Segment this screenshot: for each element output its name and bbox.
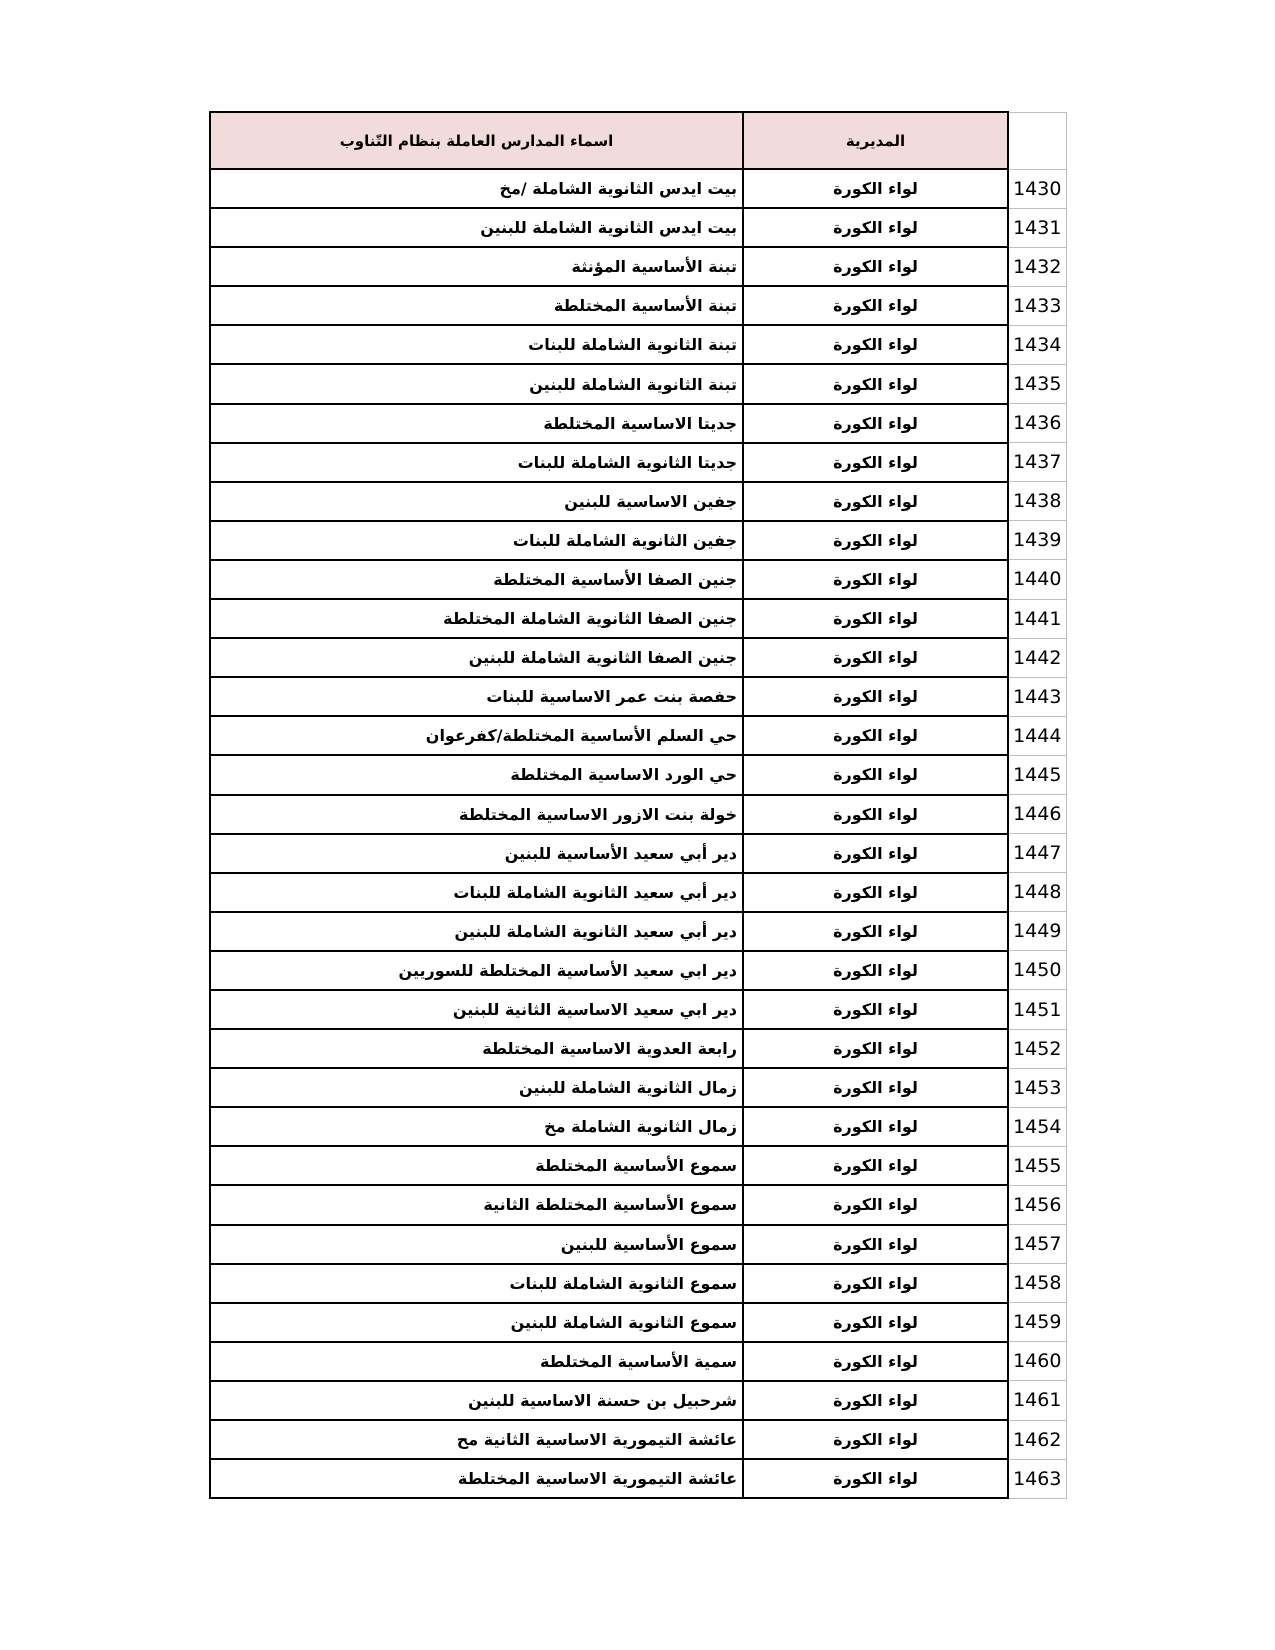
row-number-cell: 1459 [1008, 1303, 1066, 1342]
table-row [210, 560, 1066, 599]
row-number-cell: 1433 [1008, 286, 1066, 325]
row-number-cell: 1449 [1008, 912, 1066, 951]
row-number-cell: 1453 [1008, 1068, 1066, 1107]
school-name-cell: تبنة الأساسية المختلطة [210, 286, 743, 325]
directorate-cell: لواء الكورة [743, 1146, 1008, 1185]
school-name-cell: شرحبيل بن حسنة الاساسية للبنين [210, 1381, 743, 1420]
directorate-cell: لواء الكورة [743, 521, 1008, 560]
row-number-cell: 1446 [1008, 795, 1066, 834]
school-name-cell: خولة بنت الازور الاساسية المختلطة [210, 795, 743, 834]
school-name-cell: سموع الأساسية للبنين [210, 1225, 743, 1264]
table-row [210, 1068, 1066, 1107]
row-number-cell: 1463 [1008, 1459, 1066, 1498]
directorate-cell: لواء الكورة [743, 795, 1008, 834]
school-name-cell: بيت ايدس الثانوية الشاملة للبنين [210, 208, 743, 247]
table-row [210, 716, 1066, 755]
row-number-cell: 1448 [1008, 873, 1066, 912]
school-name-cell: زمال الثانوية الشاملة للبنين [210, 1068, 743, 1107]
table-row [210, 1303, 1066, 1342]
directorate-cell: لواء الكورة [743, 1185, 1008, 1224]
table-row [210, 1146, 1066, 1185]
school-name-cell: جديتا الاساسية المختلطة [210, 404, 743, 443]
row-number-cell: 1439 [1008, 521, 1066, 560]
row-number-cell: 1435 [1008, 364, 1066, 403]
directorate-cell: لواء الكورة [743, 1381, 1008, 1420]
directorate-cell: لواء الكورة [743, 325, 1008, 364]
directorate-cell: لواء الكورة [743, 286, 1008, 325]
table-row [210, 677, 1066, 716]
table-row [210, 325, 1066, 364]
directorate-cell: لواء الكورة [743, 208, 1008, 247]
table-row [210, 599, 1066, 638]
directorate-cell: لواء الكورة [743, 169, 1008, 208]
school-name-cell: رابعة العدوية الاساسية المختلطة [210, 1029, 743, 1068]
table-body [210, 169, 1066, 1498]
directorate-cell: لواء الكورة [743, 1068, 1008, 1107]
table-row [210, 912, 1066, 951]
table-row [210, 1420, 1066, 1459]
row-number-cell: 1454 [1008, 1107, 1066, 1146]
row-number-cell: 1451 [1008, 990, 1066, 1029]
school-name-cell: دير أبي سعيد الثانوية الشاملة للبنين [210, 912, 743, 951]
row-number-cell: 1458 [1008, 1264, 1066, 1303]
table-row [210, 404, 1066, 443]
directorate-cell: لواء الكورة [743, 951, 1008, 990]
table-row [210, 834, 1066, 873]
row-number-cell: 1444 [1008, 716, 1066, 755]
row-number-cell: 1460 [1008, 1342, 1066, 1381]
table-row [210, 1029, 1066, 1068]
school-name-cell: بيت ايدس الثانوية الشاملة /مخ [210, 169, 743, 208]
school-name-cell: جفين الثانوية الشاملة للبنات [210, 521, 743, 560]
row-number-cell: 1441 [1008, 599, 1066, 638]
row-number-cell: 1461 [1008, 1381, 1066, 1420]
school-name-cell: حي الورد الاساسية المختلطة [210, 755, 743, 794]
row-number-cell: 1431 [1008, 208, 1066, 247]
schools-header-cell: اسماء المدارس العاملة بنظام التّناوب [210, 112, 743, 169]
school-name-cell: تبنة الأساسية المؤنثة [210, 247, 743, 286]
table-row [210, 364, 1066, 403]
table-row [210, 521, 1066, 560]
row-number-cell: 1438 [1008, 482, 1066, 521]
row-number-cell: 1434 [1008, 325, 1066, 364]
row-number-header-cell [1008, 112, 1066, 169]
table-row [210, 443, 1066, 482]
directorate-cell: لواء الكورة [743, 599, 1008, 638]
directorate-cell: لواء الكورة [743, 1459, 1008, 1498]
school-name-cell: دير ابي سعيد الاساسية الثانية للبنين [210, 990, 743, 1029]
directorate-cell: لواء الكورة [743, 443, 1008, 482]
table-header-row [210, 112, 1066, 169]
table-row [210, 755, 1066, 794]
table-row [210, 873, 1066, 912]
directorate-cell: لواء الكورة [743, 247, 1008, 286]
school-name-cell: سموع الثانوية الشاملة للبنين [210, 1303, 743, 1342]
directorate-cell: لواء الكورة [743, 716, 1008, 755]
directorate-cell: لواء الكورة [743, 1420, 1008, 1459]
school-name-cell: سموع الأساسية المختلطة الثانية [210, 1185, 743, 1224]
row-number-cell: 1442 [1008, 638, 1066, 677]
directorate-cell: لواء الكورة [743, 1225, 1008, 1264]
table-row [210, 1459, 1066, 1498]
school-name-cell: عائشة التيمورية الاساسية المختلطة [210, 1459, 743, 1498]
directorate-cell: لواء الكورة [743, 677, 1008, 716]
directorate-cell: لواء الكورة [743, 1303, 1008, 1342]
school-name-cell: عائشة التيمورية الاساسية الثانية مح [210, 1420, 743, 1459]
row-number-cell: 1443 [1008, 677, 1066, 716]
row-number-cell: 1437 [1008, 443, 1066, 482]
table-row [210, 990, 1066, 1029]
schools-table [209, 111, 1067, 1499]
row-number-cell: 1432 [1008, 247, 1066, 286]
directorate-cell: لواء الكورة [743, 482, 1008, 521]
row-number-cell: 1436 [1008, 404, 1066, 443]
school-name-cell: تبنة الثانوية الشاملة للبنين [210, 364, 743, 403]
directorate-cell: لواء الكورة [743, 364, 1008, 403]
table-row [210, 208, 1066, 247]
row-number-cell: 1450 [1008, 951, 1066, 990]
directorate-header-cell: المديرية [743, 112, 1008, 169]
directorate-cell: لواء الكورة [743, 873, 1008, 912]
school-name-cell: سمية الأساسية المختلطة [210, 1342, 743, 1381]
school-name-cell: حفصة بنت عمر الاساسية للبنات [210, 677, 743, 716]
table-row [210, 1342, 1066, 1381]
table-row [210, 638, 1066, 677]
directorate-cell: لواء الكورة [743, 1107, 1008, 1146]
directorate-cell: لواء الكورة [743, 755, 1008, 794]
school-name-cell: جديتا الثانوية الشاملة للبنات [210, 443, 743, 482]
directorate-cell: لواء الكورة [743, 912, 1008, 951]
school-name-cell: دير أبي سعيد الثانوية الشاملة للبنات [210, 873, 743, 912]
table-row [210, 247, 1066, 286]
table-row [210, 1107, 1066, 1146]
table-row [210, 795, 1066, 834]
school-name-cell: جنين الصفا الثانوية الشاملة للبنين [210, 638, 743, 677]
row-number-cell: 1452 [1008, 1029, 1066, 1068]
directorate-cell: لواء الكورة [743, 1342, 1008, 1381]
directorate-cell: لواء الكورة [743, 560, 1008, 599]
directorate-cell: لواء الكورة [743, 1264, 1008, 1303]
table-row [210, 482, 1066, 521]
directorate-cell: لواء الكورة [743, 834, 1008, 873]
row-number-cell: 1456 [1008, 1185, 1066, 1224]
table-row [210, 169, 1066, 208]
school-name-cell: جفين الاساسية للبنين [210, 482, 743, 521]
school-name-cell: حي السلم الأساسية المختلطة/كفرعوان [210, 716, 743, 755]
school-name-cell: دير ابي سعيد الأساسية المختلطة للسوريين [210, 951, 743, 990]
row-number-cell: 1445 [1008, 755, 1066, 794]
school-name-cell: دير أبي سعيد الأساسية للبنين [210, 834, 743, 873]
row-number-cell: 1447 [1008, 834, 1066, 873]
directorate-cell: لواء الكورة [743, 990, 1008, 1029]
directorate-cell: لواء الكورة [743, 404, 1008, 443]
row-number-cell: 1455 [1008, 1146, 1066, 1185]
row-number-cell: 1440 [1008, 560, 1066, 599]
school-name-cell: سموع الأساسية المختلطة [210, 1146, 743, 1185]
table-row [210, 1225, 1066, 1264]
school-name-cell: جنين الصفا الأساسية المختلطة [210, 560, 743, 599]
school-name-cell: تبنة الثانوية الشاملة للبنات [210, 325, 743, 364]
row-number-cell: 1430 [1008, 169, 1066, 208]
table-row [210, 951, 1066, 990]
school-name-cell: سموع الثانوية الشاملة للبنات [210, 1264, 743, 1303]
row-number-cell: 1462 [1008, 1420, 1066, 1459]
directorate-cell: لواء الكورة [743, 638, 1008, 677]
school-name-cell: جنين الصفا الثانوية الشاملة المختلطة [210, 599, 743, 638]
table-row [210, 1185, 1066, 1224]
table-row [210, 286, 1066, 325]
directorate-cell: لواء الكورة [743, 1029, 1008, 1068]
table-row [210, 1264, 1066, 1303]
school-name-cell: زمال الثانوية الشاملة مخ [210, 1107, 743, 1146]
row-number-cell: 1457 [1008, 1225, 1066, 1264]
table-row [210, 1381, 1066, 1420]
